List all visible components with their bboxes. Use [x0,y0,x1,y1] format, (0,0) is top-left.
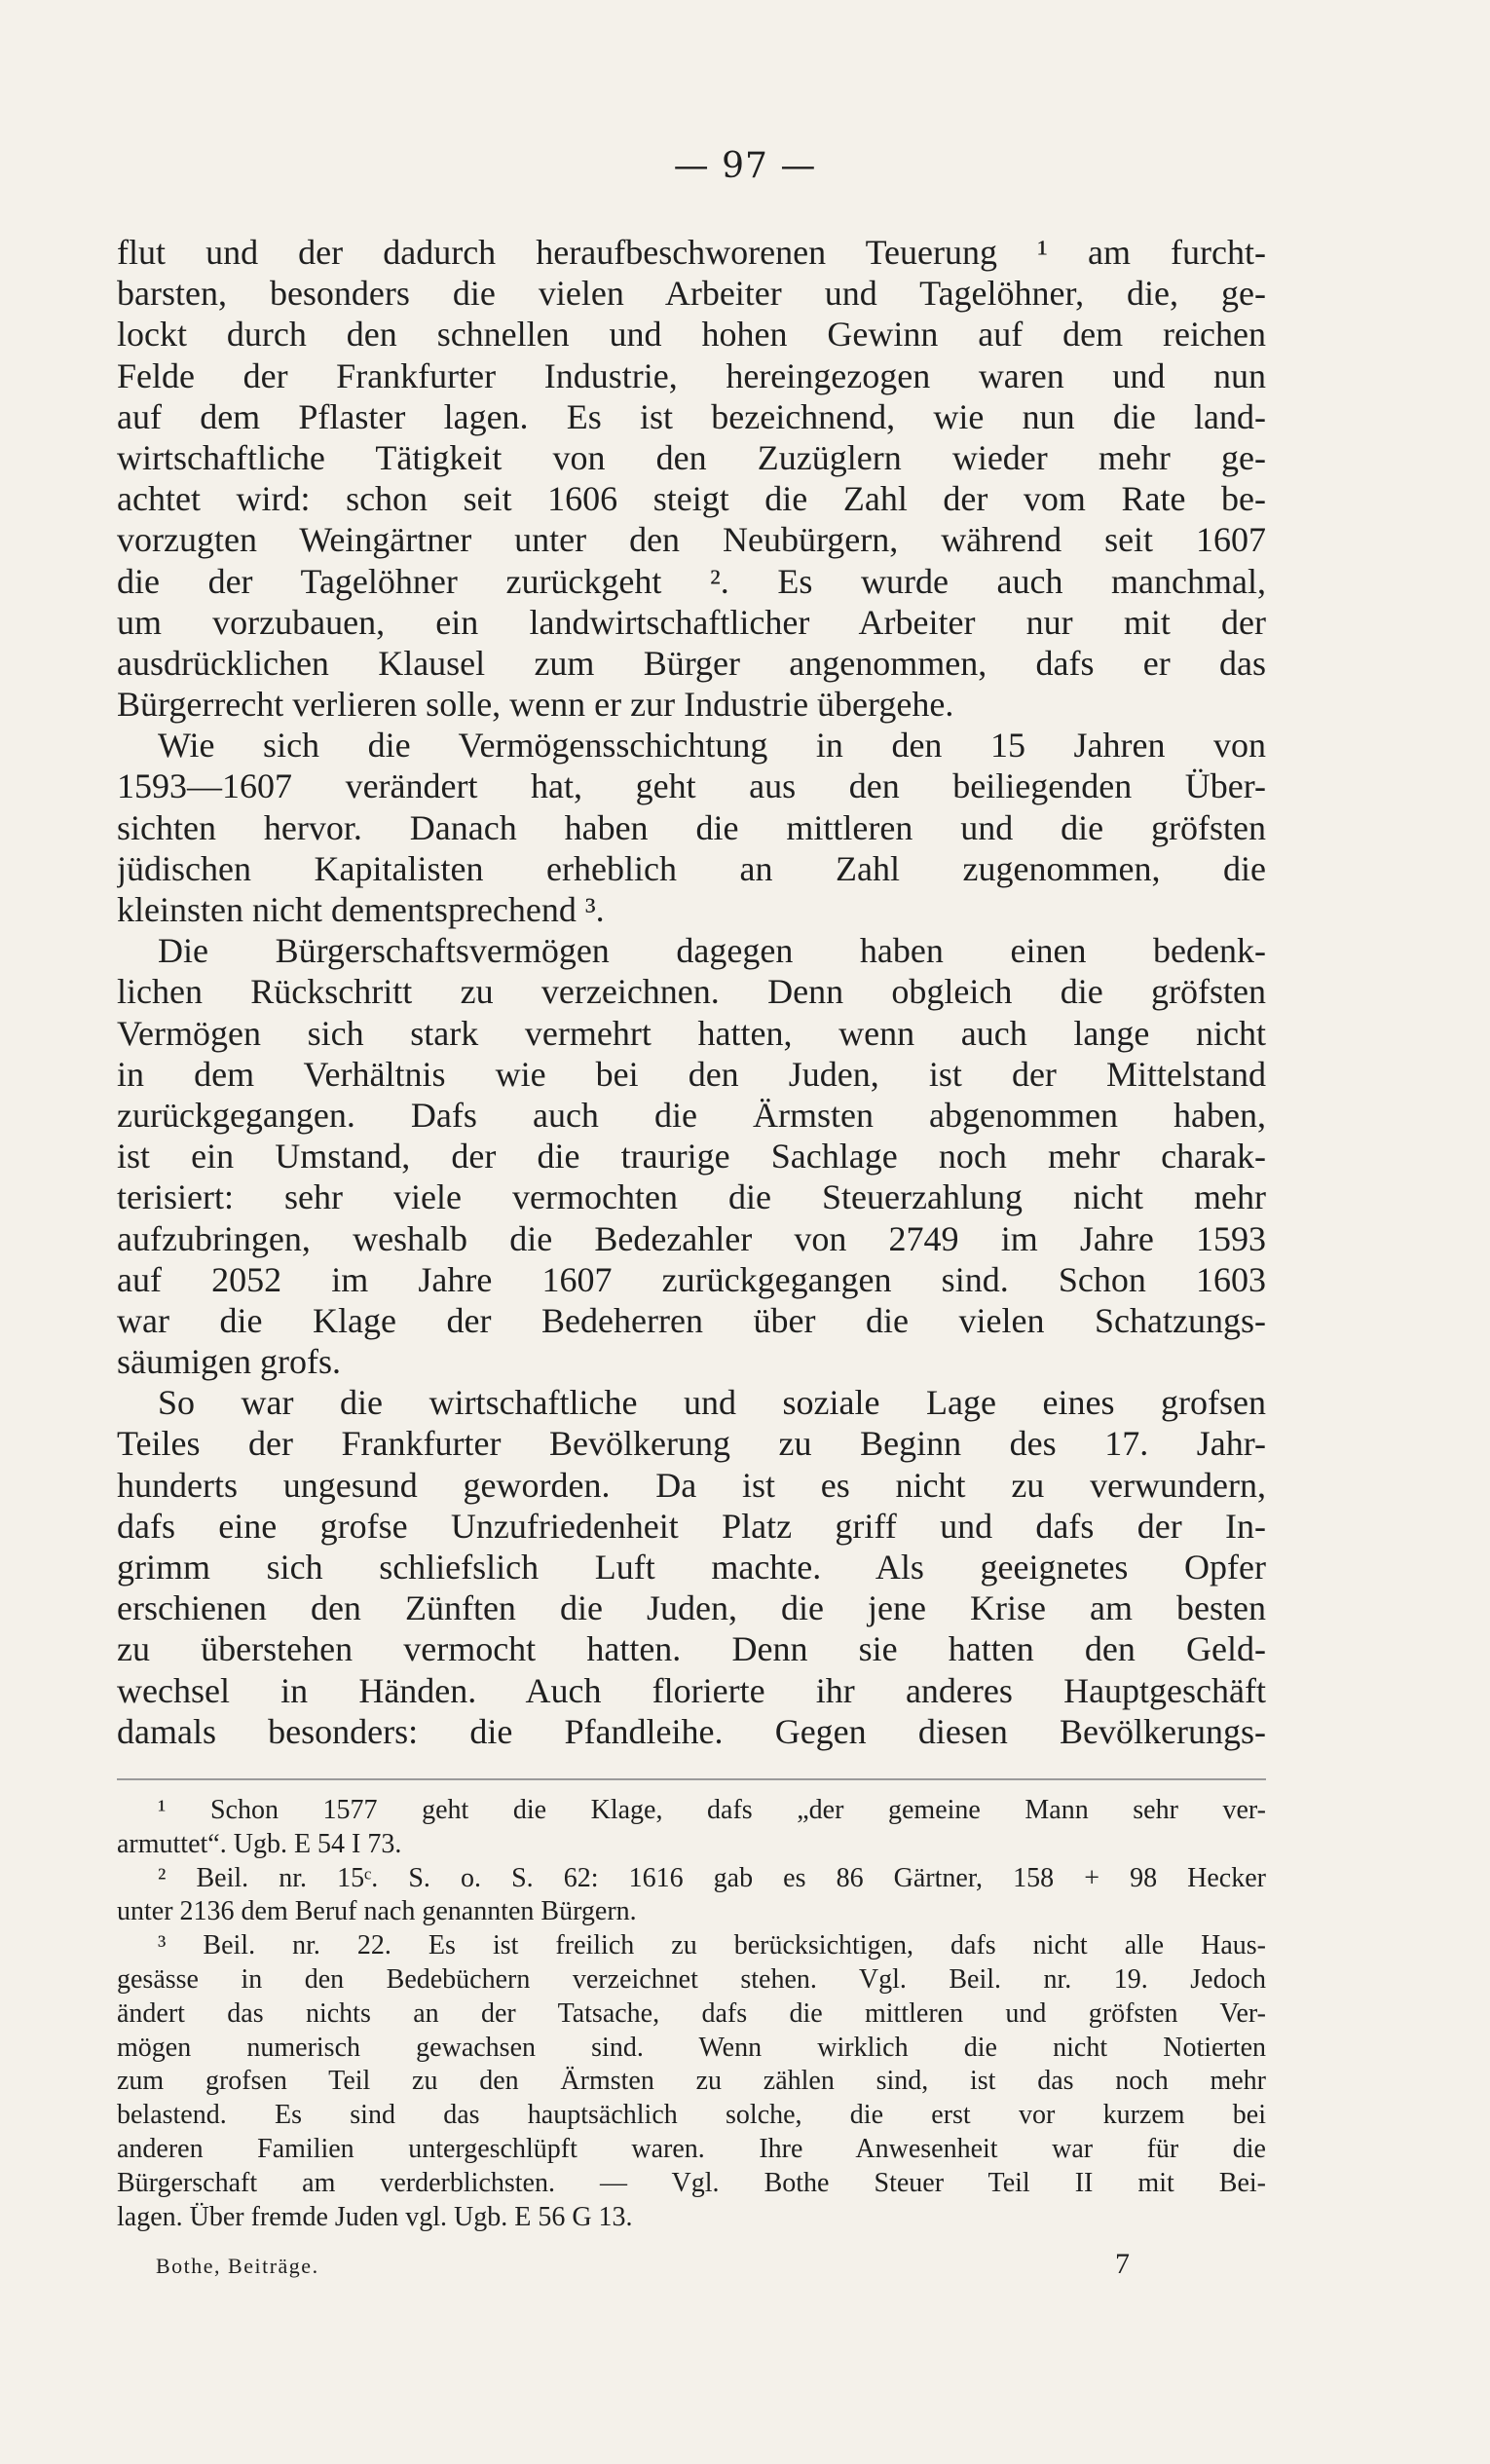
body-line: achtet wird: schon seit 1606 steigt die Zahl der vom Rate be- [117,479,1266,519]
footnote-line: zum grofsen Teil zu den Ärmsten zu zählen sind, ist das noch mehr [117,2066,1266,2097]
signature-number: 7 [1115,2248,1130,2280]
body-line: Die Bürgerschaftsvermögen dagegen haben einen bedenk- [158,931,1266,971]
body-line: Wie sich die Vermögensschichtung in den 15 Jahren von [158,726,1266,765]
footnotes [117,1794,1266,2234]
body-line: auf dem Pflaster lagen. Es ist bezeichnend, wie nun die land- [117,396,1266,436]
footnote-line: mögen numerisch gewachsen sind. Wenn wirklich die nicht Notierten [117,2032,1266,2063]
footnote-line: ¹ Schon 1577 geht die Klage, dafs „der gemeine Mann sehr ver- [158,1795,1266,1825]
body-line: barsten, besonders die vielen Arbeiter und Tagelöhner, die, ge- [117,274,1266,314]
body-line: lockt durch den schnellen und hohen Gewinn auf dem reichen [117,315,1266,355]
footnote-line: armuttet“. Ugb. E 54 I 73. [117,1828,402,1859]
body-line: ausdrücklichen Klausel zum Bürger angenommen, dafs er das [117,643,1266,683]
body-line: lichen Rückschritt zu verzeichnen. Denn obgleich die gröfsten [117,972,1266,1012]
body-line: sichten hervor. Danach haben die mittleren und die gröfsten [117,807,1266,847]
body-line: Bürgerrecht verlieren solle, wenn er zur Industrie übergehe. [117,685,954,725]
body-line: in dem Verhältnis wie bei den Juden, ist der Mittelstand [117,1054,1266,1094]
body-line: wechsel in Händen. Auch florierte ihr anderes Hauptgeschäft [117,1670,1266,1710]
body-line: terisiert: sehr viele vermochten die Steuerzahlung nicht mehr [117,1177,1266,1217]
footnote-line: ³ Beil. nr. 22. Es ist freilich zu berücksichtigen, dafs nicht alle Haus- [158,1930,1266,1961]
body-line: kleinsten nicht dementsprechend ³. [117,890,605,929]
footnote-line: Bürgerschaft am verderblichsten. — Vgl. Bothe Steuer Teil II mit Bei- [117,2167,1266,2198]
footnote-line: belastend. Es sind das hauptsächlich solche, die erst vor kurzem bei [117,2100,1266,2131]
footnote-line: lagen. Über fremde Juden vgl. Ugb. E 56 G 13. [117,2201,633,2232]
footnote-line: ² Beil. nr. 15ᶜ. S. o. S. 62: 1616 gab es 86 Gärtner, 158 + 98 Hecker [158,1862,1266,1893]
body-line: flut und der dadurch heraufbeschworenen Teuerung ¹ am furcht- [117,233,1266,272]
body-text [117,232,1266,1752]
body-line: um vorzubauen, ein landwirtschaftlicher Arbeiter nur mit der [117,602,1266,642]
body-line: ist ein Umstand, der die traurige Sachlage noch mehr charak- [117,1137,1266,1176]
body-line: aufzubringen, weshalb die Bedezahler von 2749 im Jahre 1593 [117,1218,1266,1258]
body-line: wirtschaftliche Tätigkeit von den Zuzüglern wieder mehr ge- [117,437,1266,477]
body-line: erschienen den Zünften die Juden, die jene Krise am besten [117,1588,1266,1628]
body-line: zurückgegangen. Dafs auch die Ärmsten abgenommen haben, [117,1095,1266,1135]
footnote-line: anderen Familien untergeschlüpft waren. Ihre Anwesenheit war für die [117,2133,1266,2164]
body-line: grimm sich schliefslich Luft machte. Als geeignetes Opfer [117,1548,1266,1587]
body-line: Teiles der Frankfurter Bevölkerung zu Beginn des 17. Jahr- [117,1424,1266,1464]
footnote-divider [117,1778,1266,1780]
body-line: zu überstehen vermocht hatten. Denn sie hatten den Geld- [117,1629,1266,1669]
body-line: Felde der Frankfurter Industrie, hereingezogen waren und nun [117,355,1266,395]
body-line: hunderts ungesund geworden. Da ist es nicht zu verwundern, [117,1465,1266,1505]
footnote-line: gesässe in den Bedebüchern verzeichnet stehen. Vgl. Beil. nr. 19. Jedoch [117,1963,1266,1995]
body-line: auf 2052 im Jahre 1607 zurückgegangen sind. Schon 1603 [117,1259,1266,1299]
body-line: jüdischen Kapitalisten erheblich an Zahl zugenommen, die [117,848,1266,888]
footnote-line: ändert das nichts an der Tatsache, dafs die mittleren und gröfsten Ver- [117,1997,1266,2029]
body-line: 1593—1607 verändert hat, geht aus den beiliegenden Über- [117,766,1266,806]
body-line: So war die wirtschaftliche und soziale Lage eines grofsen [158,1383,1266,1423]
body-line: dafs eine grofse Unzufriedenheit Platz griff und dafs der In- [117,1506,1266,1546]
printer-signature: Bothe, Beiträge. [156,2254,319,2278]
signature-line [156,2248,1130,2281]
body-line: säumigen grofs. [117,1342,341,1382]
body-line: war die Klage der Bedeherren über die vielen Schatzungs- [117,1300,1266,1340]
footnote-line: unter 2136 dem Beruf nach genannten Bürgern. [117,1896,637,1927]
page-number: — 97 — [673,146,817,186]
body-line: damals besonders: die Pfandleihe. Gegen diesen Bevölkerungs- [117,1711,1266,1751]
body-line: vorzugten Weingärtner unter den Neubürgern, während seit 1607 [117,520,1266,560]
body-line: Vermögen sich stark vermehrt hatten, wenn auch lange nicht [117,1013,1266,1053]
body-line: die der Tagelöhner zurückgeht ². Es wurde auch manchmal, [117,561,1266,601]
